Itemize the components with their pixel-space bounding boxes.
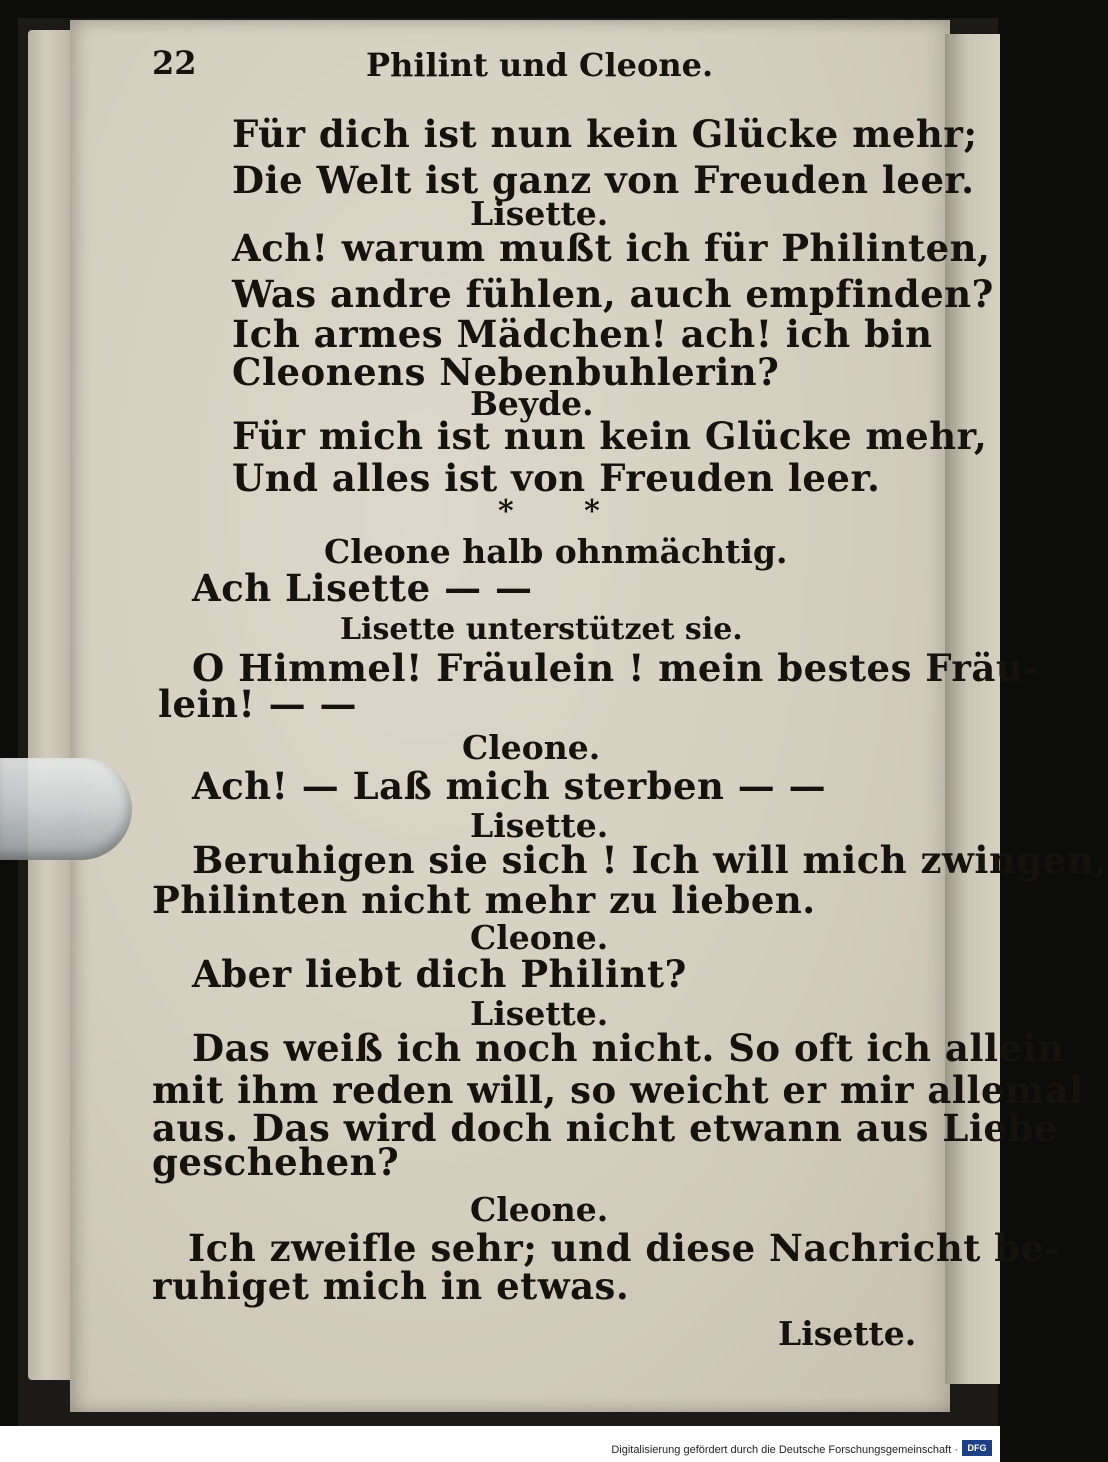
speaker-name: Lisette. bbox=[470, 994, 609, 1033]
text-line: Für mich ist nun kein Glücke mehr, bbox=[232, 414, 988, 458]
text-line: Ich zweifle sehr; und diese Nachricht be- bbox=[188, 1226, 1061, 1270]
text-line: lein! — — bbox=[158, 682, 358, 726]
text-line: Philinten nicht mehr zu lieben. bbox=[152, 878, 816, 922]
text-line: Die Welt ist ganz von Freuden leer. bbox=[232, 158, 975, 202]
speaker-name: Cleone. bbox=[470, 918, 609, 957]
text-line: geschehen? bbox=[152, 1140, 400, 1184]
text-line: Beruhigen sie sich ! Ich will mich zwingen, bbox=[192, 838, 1108, 882]
text-line: Was andre fühlen, auch empfinden? bbox=[232, 272, 994, 316]
text-line: Ach! warum mußt ich für Philinten, bbox=[232, 226, 991, 270]
running-title: Philint und Cleone. bbox=[366, 46, 714, 84]
page-number: 22 bbox=[152, 44, 197, 82]
text-line: Aber liebt dich Philint? bbox=[192, 952, 687, 996]
text-line: Und alles ist von Freuden leer. bbox=[232, 456, 881, 500]
stage-direction: Lisette unterstützet sie. bbox=[340, 612, 743, 647]
text-line: Cleonens Nebenbuhlerin? bbox=[232, 350, 780, 394]
text-line: O Himmel! Fräulein ! mein bestes Fräu- bbox=[192, 646, 1040, 690]
text-line: aus. Das wird doch nicht etwann aus Liebe bbox=[152, 1106, 1058, 1150]
text-line: ruhiget mich in etwas. bbox=[152, 1264, 630, 1308]
speaker-name: Lisette. bbox=[470, 194, 609, 233]
speaker-name: Cleone. bbox=[462, 728, 601, 767]
page-holder-clip bbox=[0, 758, 132, 860]
digitization-credit: Digitalisierung gefördert durch die Deutsche Forschungsgemeinschaft · bbox=[611, 1444, 958, 1456]
section-asterisks: * * bbox=[498, 494, 630, 529]
text-line: Ich armes Mädchen! ach! ich bin bbox=[232, 312, 933, 356]
text-line: Für dich ist nun kein Glücke mehr; bbox=[232, 112, 978, 156]
text-line: mit ihm reden will, so weicht er mir allemal bbox=[152, 1068, 1084, 1112]
text-line: Ach! — Laß mich sterben — — bbox=[192, 764, 827, 808]
text-line: Das weiß ich noch nicht. So oft ich allein bbox=[192, 1026, 1065, 1070]
catchword: Lisette. bbox=[778, 1314, 917, 1353]
text-line: Ach Lisette — — bbox=[192, 566, 533, 610]
speaker-name: Lisette. bbox=[470, 806, 609, 845]
speaker-name: Cleone. bbox=[470, 1190, 609, 1229]
speaker-name: Beyde. bbox=[470, 384, 594, 423]
stage-direction: Cleone halb ohnmächtig. bbox=[324, 532, 788, 571]
dfg-logo-icon: DFG bbox=[962, 1440, 992, 1456]
